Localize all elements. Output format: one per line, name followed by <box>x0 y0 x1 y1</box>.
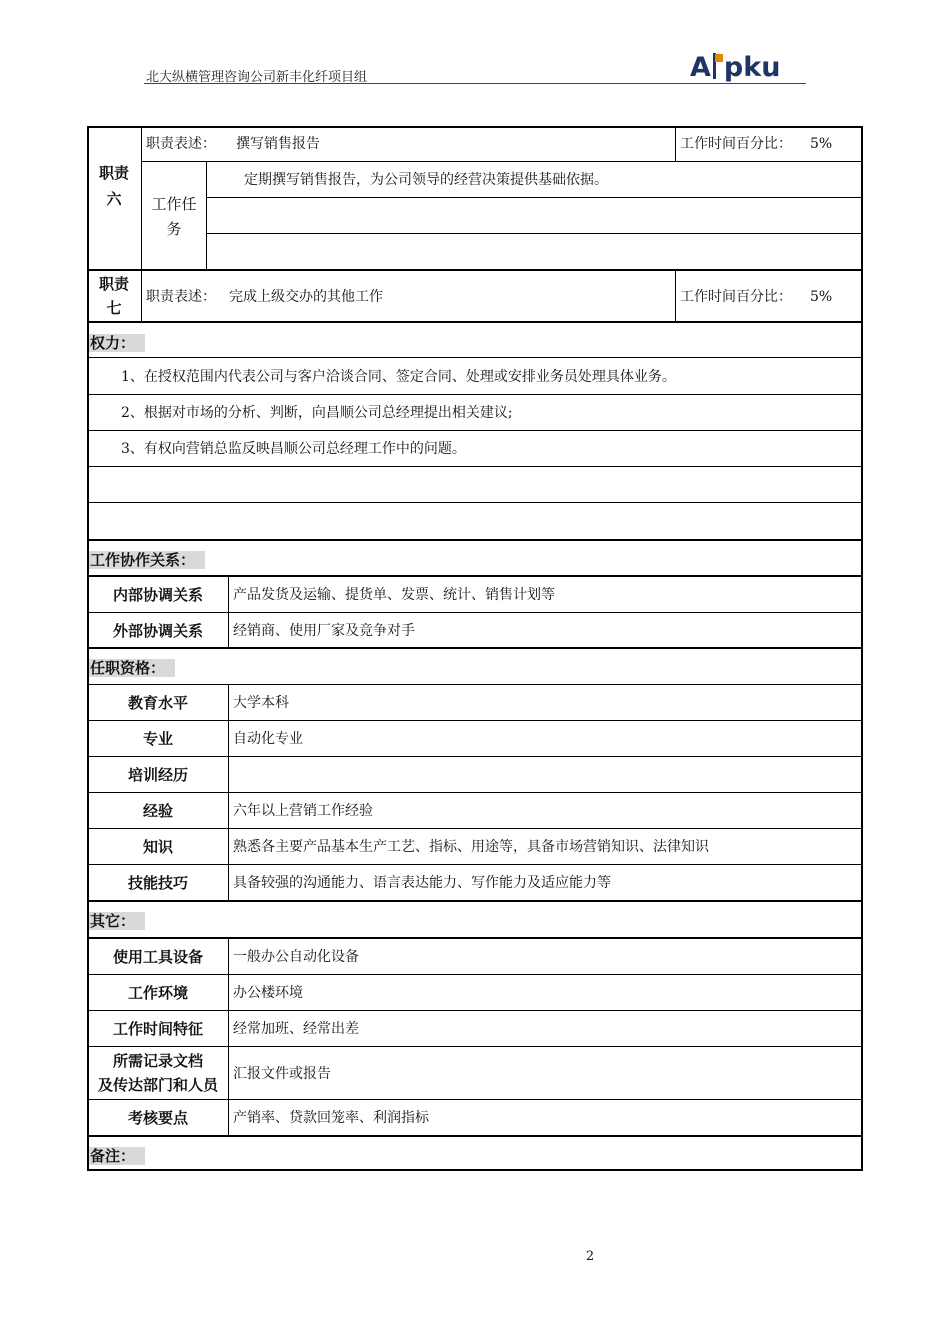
other-worktime-label: 工作时间特征 <box>112 1020 203 1038</box>
rule <box>87 466 863 467</box>
duty-label-divider <box>141 126 142 322</box>
other-assessment-value: 产销率、贷款回笼率、利润指标 <box>233 1110 429 1126</box>
other-equipment-value: 一般办公自动化设备 <box>233 949 359 965</box>
rule <box>87 575 863 577</box>
power-section-title: 权力： <box>89 334 145 352</box>
coop-internal-value: 产品发货及运输、提货单、发票、统计、销售计划等 <box>233 587 555 603</box>
rule <box>87 720 863 721</box>
other-environment-value: 办公楼环境 <box>233 985 303 1001</box>
rule <box>87 502 863 503</box>
rule <box>675 126 676 161</box>
rule <box>87 937 863 939</box>
qual-major-label: 专业 <box>142 730 173 748</box>
qual-experience-value: 六年以上营销工作经验 <box>233 803 373 819</box>
qual-major-value: 自动化专业 <box>233 731 303 747</box>
rule <box>87 612 863 613</box>
power-item-3: 3、有权向营销总监反映昌顺公司总经理工作中的问题。 <box>121 441 466 457</box>
rule <box>87 394 863 395</box>
rule <box>87 1010 863 1011</box>
duty7-label: 职责七 <box>98 275 129 317</box>
power-item-2: 2、根据对市场的分析、判断，向昌顺公司总经理提出相关建议; <box>121 405 513 421</box>
company-logo: A pku <box>690 52 781 83</box>
duty7-desc-label: 职责表述： <box>146 289 216 305</box>
cooperation-section-title: 工作协作关系： <box>89 551 205 569</box>
rule <box>87 684 863 685</box>
qual-education-value: 大学本科 <box>233 695 289 711</box>
rule <box>87 1046 863 1047</box>
rule <box>206 233 863 234</box>
qual-skills-value: 具备较强的沟通能力、语言表达能力、写作能力及适应能力等 <box>233 875 611 891</box>
rule <box>87 756 863 757</box>
rule <box>141 161 863 162</box>
rule <box>87 430 863 431</box>
duty6-task-1: 定期撰写销售报告，为公司领导的经营决策提供基础依据。 <box>244 172 608 188</box>
rule <box>87 321 863 323</box>
other-assessment-label: 考核要点 <box>127 1109 188 1127</box>
other-section-title: 其它： <box>89 912 145 930</box>
other-equipment-label: 使用工具设备 <box>112 948 203 966</box>
duty6-desc-label: 职责表述： <box>146 136 216 152</box>
logo-dot <box>715 54 723 62</box>
duty6-desc: 撰写销售报告 <box>236 136 320 152</box>
rule <box>87 900 863 902</box>
rule <box>87 357 863 358</box>
duty6-label: 职责六 <box>98 164 129 208</box>
coop-external-label: 外部协调关系 <box>112 622 203 640</box>
rule <box>87 974 863 975</box>
duty7-time-label: 工作时间百分比： <box>680 289 792 305</box>
rule <box>675 270 676 322</box>
other-documents-label-line1: 所需记录文档 <box>112 1052 203 1070</box>
rule <box>228 938 229 1136</box>
other-documents-value: 汇报文件或报告 <box>233 1066 331 1082</box>
other-worktime-value: 经常加班、经常出差 <box>233 1021 359 1037</box>
rule <box>87 828 863 829</box>
qual-knowledge-value: 熟悉各主要产品基本生产工艺、指标、用途等，具备市场营销知识、法律知识 <box>233 839 709 855</box>
rule <box>87 1135 863 1137</box>
remarks-section-title: 备注： <box>89 1147 145 1165</box>
duty6-task-label: 工作任务 <box>151 195 197 238</box>
power-item-1: 1、在授权范围内代表公司与客户洽谈合同、签定合同、处理或安排业务员处理具体业务。 <box>121 369 676 385</box>
rule <box>87 539 863 541</box>
coop-external-value: 经销商、使用厂家及竞争对手 <box>233 623 415 639</box>
other-environment-label: 工作环境 <box>127 984 188 1002</box>
rule <box>87 1099 863 1100</box>
header-org-text: 北大纵横管理咨询公司新丰化纤项目组 <box>146 70 368 85</box>
qual-skills-label: 技能技巧 <box>127 874 188 892</box>
qual-education-label: 教育水平 <box>127 694 188 712</box>
rule <box>206 197 863 198</box>
qual-knowledge-label: 知识 <box>142 838 173 856</box>
page-number: 2 <box>585 1249 595 1264</box>
rule <box>87 792 863 793</box>
rule <box>87 269 863 271</box>
duty7-time-value: 5% <box>810 289 833 305</box>
rule <box>206 161 207 270</box>
duty6-time-value: 5% <box>810 136 833 152</box>
coop-internal-label: 内部协调关系 <box>112 586 203 604</box>
rule <box>87 647 863 649</box>
duty7-desc: 完成上级交办的其他工作 <box>229 289 383 305</box>
rule <box>87 864 863 865</box>
qualification-section-title: 任职资格： <box>89 659 175 677</box>
qual-training-label: 培训经历 <box>127 766 188 784</box>
other-documents-label-line2: 及传达部门和人员 <box>97 1076 218 1094</box>
duty6-time-label: 工作时间百分比： <box>680 136 792 152</box>
qual-experience-label: 经验 <box>142 802 173 820</box>
